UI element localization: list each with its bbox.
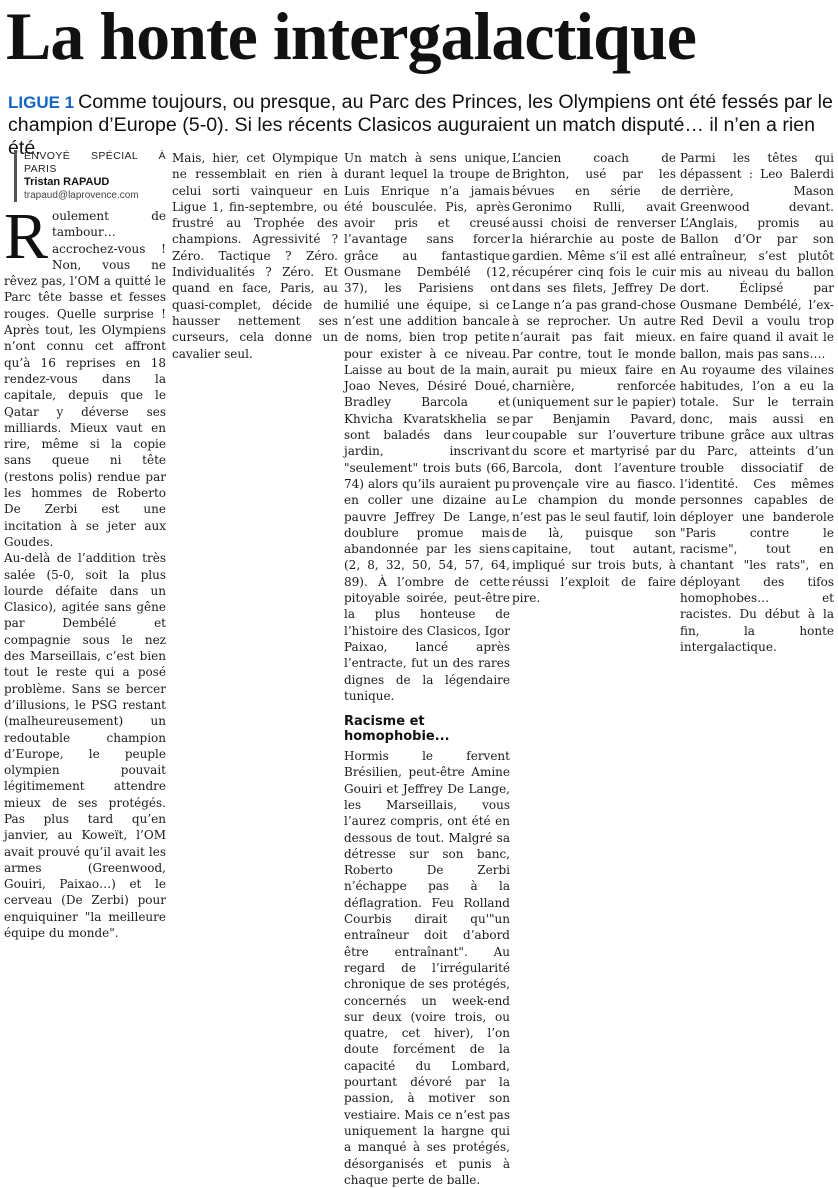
paragraph: Mais, hier, cet Olympique ne ressemblait en rien à celui sorti vainqueur en Ligue 1, fin-septembre, ou frustré au Trophée des champions. Agressivité ? Zéro. Tactique ? Zéro. Individualités ? Zéro. Et quand en face, Paris, au quasi-complet, décide de hausser nettement ses curseurs, cela donne un cavalier seul. <box>172 151 338 361</box>
dropcap: R <box>4 200 49 273</box>
paragraph: Au-delà de l’addition très salée (5-0, soit la plus lourde défaite dans un Clasico), agitée sans gêne par Dembélé et compagnie sous le nez des Marseillais, c’est bien tout le reste qui a posé problème. Sans se bercer d’illusions, le PSG restant (malheureusement) un redoutable champion d’Europe, le peuple olympien pouvait légitimement attendre mieux de ses protégés. Pas plus tard qu’en janvier, au Koweït, l’OM avait prouvé qu’il avait les armes (Greenwood, Gouiri, Paixao…) et le cerveau (De Zerbi) pour enquiquiner "la meilleure équipe du monde". <box>4 551 166 941</box>
article-column-4 <box>512 150 676 606</box>
byline-email: trapaud@laprovence.com <box>24 190 139 201</box>
article-headline: La honte intergalactique <box>6 0 696 74</box>
paragraph: Un match à sens unique, durant lequel la troupe de Luis Enrique n’a jamais été bousculée. Pis, après avoir pris et creusé l’avantage sans forcer grâce au fantastique Ousmane Dembélé (12, 37), les Parisiens ont humilié une équipe, si ce n’est une addition bancale de noms, bien trop petite pour exister à ce niveau. Laisse au bout de la main, Joao Neves, Désiré Doué, Bradley Barcola et Khvicha Kvaratskhelia se sont baladés dans leur jardin, inscrivant "seulement" trois buts (66, 74) alors qu’ils auraient pu en coller une dizaine au pauvre Jeffrey De Lange, doublure promue mais abandonnée par les siens (2, 8, 32, 50, 54, 57, 64, 89). À l’ombre de cette pitoyable soirée, peut-être la plus honteuse de l’histoire des Clasicos, Igor Paixao, lancé après l’entracte, fut un des rares dignes de la légendaire tunique. <box>344 151 510 703</box>
byline-label: ENVOYÉ SPÉCIAL À PARIS <box>24 150 166 175</box>
paragraph: Au royaume des vilaines habitudes, l’on a eu la totale. Sur le terrain donc, mais aussi en tribune grâce aux ultras du Parc, atteints d’un trouble dissociatif de l’identité. Ces mêmes personnes capables de déployer une banderole "Paris contre le racisme", tout en chantant "les rats", en déployant des tifos homophobes… et racistes. Du début à la fin, la honte intergalactique. <box>680 362 834 654</box>
byline <box>14 150 166 202</box>
article-column-2 <box>172 150 338 562</box>
paragraph <box>4 200 166 550</box>
byline-author: Tristan RAPAUD <box>24 176 110 188</box>
article-column-5 <box>680 150 834 654</box>
subheading: Racisme et homophobie... <box>344 714 450 745</box>
paragraph-text: oulement de tambour… accrochez-vous ! Non, vous ne rêvez pas, l’OM a quitté le Parc tête basse et fesses rouges. Quelle surprise ! Après tout, les Olympiens n’ont connu cet affront qu’à 16 reprises en 18 rendez-vous dans la capitale, depuis que le Qatar y déverse ses milliards. Mieux vaut en rire, même si la copie sans queue ni tête (restons polis) rendue par les hommes de Roberto De Zerbi est une incitation à se jeter aux Goudes. <box>4 209 166 549</box>
paragraph: L’ancien coach de Brighton, usé par les bévues en série de Geronimo Rulli, avait aussi choisi de renverser la hiérarchie au poste de gardien. Même s’il est allé récupérer cinq fois le cuir dans ses filets, Jeffrey De Lange n’a pas grand-chose à se reprocher. Un autre n’aurait pas fait mieux. Par contre, tout le monde aurait pu mieux faire en charnière, renforcée (uniquement sur le papier) par Benjamin Pavard, coupable sur l’ouverture du score et martyrisé par Barcola, dont l’aventure provençale vire au fiasco. Le champion du monde n’est pas le seul fautif, loin de là, puisque son capitaine, tout autant, impliqué sur trois buts, à réussi l’exploit de faire pire. <box>512 151 676 606</box>
article-column-3 <box>344 150 510 1187</box>
article-column-1 <box>4 150 166 941</box>
paragraph: Parmi les têtes qui dépassent : Leo Balerdi derrière, Mason Greenwood devant. L’Anglais, promis au Ballon d’Or par son entraîneur, s’est plutôt mis au niveau du ballon dort. Éclipsé par Ousmane Dembélé, l’ex-Red Devil a voulu trop en faire quand il avait le ballon, mais pas sans…. <box>680 151 834 361</box>
section-kicker: LIGUE 1 <box>8 93 75 112</box>
standfirst-text: Comme toujours, ou presque, au Parc des Princes, les Olympiens ont été fessés par le champion d’Europe (5-0). Si les récents Clasicos auguraient un match disputé… il n’en a rien été. <box>8 91 833 159</box>
paragraph: Hormis le fervent Brésilien, peut-être Amine Gouiri et Jeffrey De Lange, les Marseillais, vous l’aurez compris, ont été en dessous de tout. Malgré sa détresse sur son banc, Roberto De Zerbi n’échappe pas à la déflagration. Feu Rolland Courbis dirait qu'"un entraîneur doit d’abord être entraînant". Au regard de l’irrégularité chronique de ses protégés, concernés un week-end sur deux (voire trois, ou quatre, cet hiver), l’on doute forcément de la capacité du Lombard, pourtant dévoré par la passion, à motiver son vestiaire. Mais ce n’est pas uniquement la hargne qui a manqué à ses protégés, désorganisés et punis à chaque perte de balle. <box>344 749 510 1187</box>
